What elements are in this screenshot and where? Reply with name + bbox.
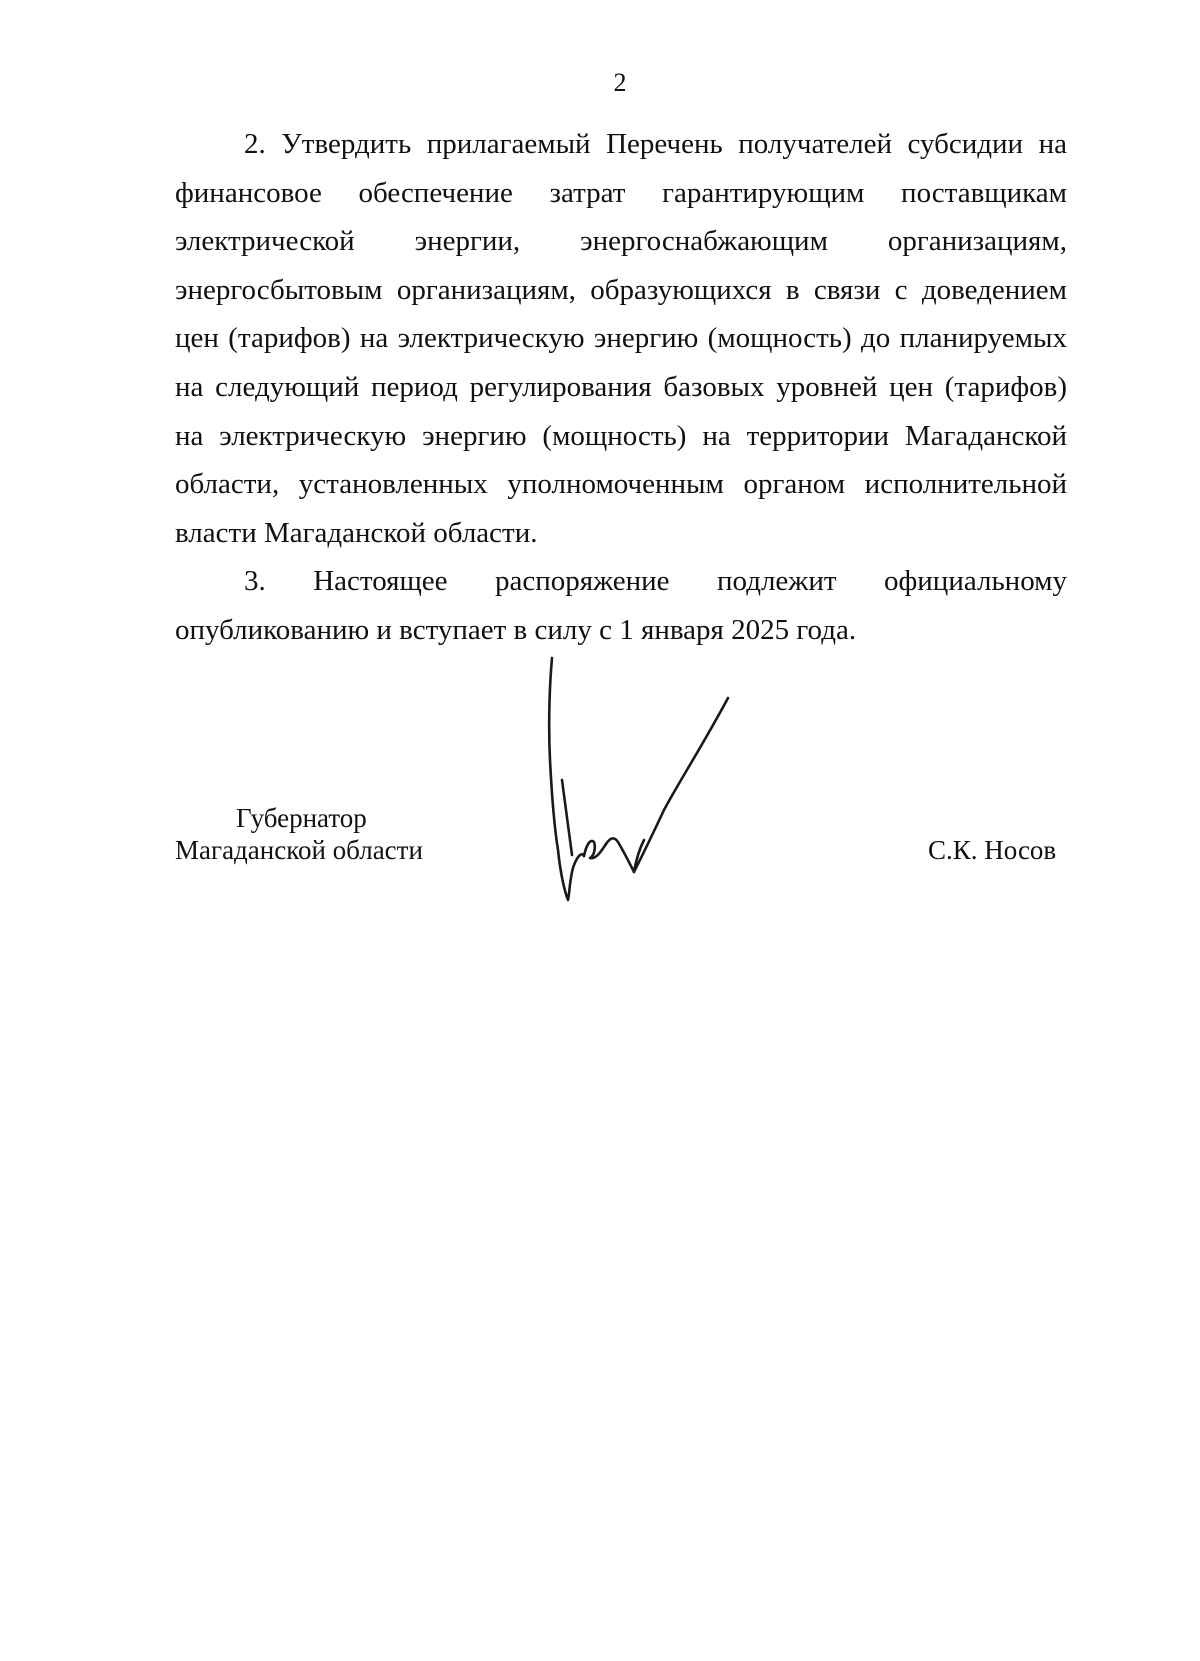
signatory-title-region: Магаданской области	[175, 835, 423, 865]
paragraph-publication: 3. Настоящее распоряжение подлежит официальному опубликованию и вступает в силу с 1 января 2025 года.	[175, 565, 1067, 646]
page-number: 2	[613, 68, 627, 97]
paragraph-approve-list: 2. Утвердить прилагаемый Перечень получателей субсидии на финансовое обеспечение затрат гарантирующим поставщикам электрической энергии, энергоснабжающим организациям, энергосбытовым организациям, образующихся в связи с доведением цен (тарифов) на электрическую энергию (мощность) до планируемых на следующий период регулирования базовых уровней цен (тарифов) на электрическую энергию (мощность) на территории Магаданской области, установленных уполномоченным органом исполнительной власти Магаданской области.	[175, 128, 1067, 549]
document-body	[175, 120, 1067, 655]
signatory-title-position: Губернатор	[236, 803, 367, 833]
signatory-name: С.К. Носов	[928, 835, 1057, 865]
signatory-title	[175, 802, 423, 866]
handwritten-signature	[540, 650, 780, 910]
